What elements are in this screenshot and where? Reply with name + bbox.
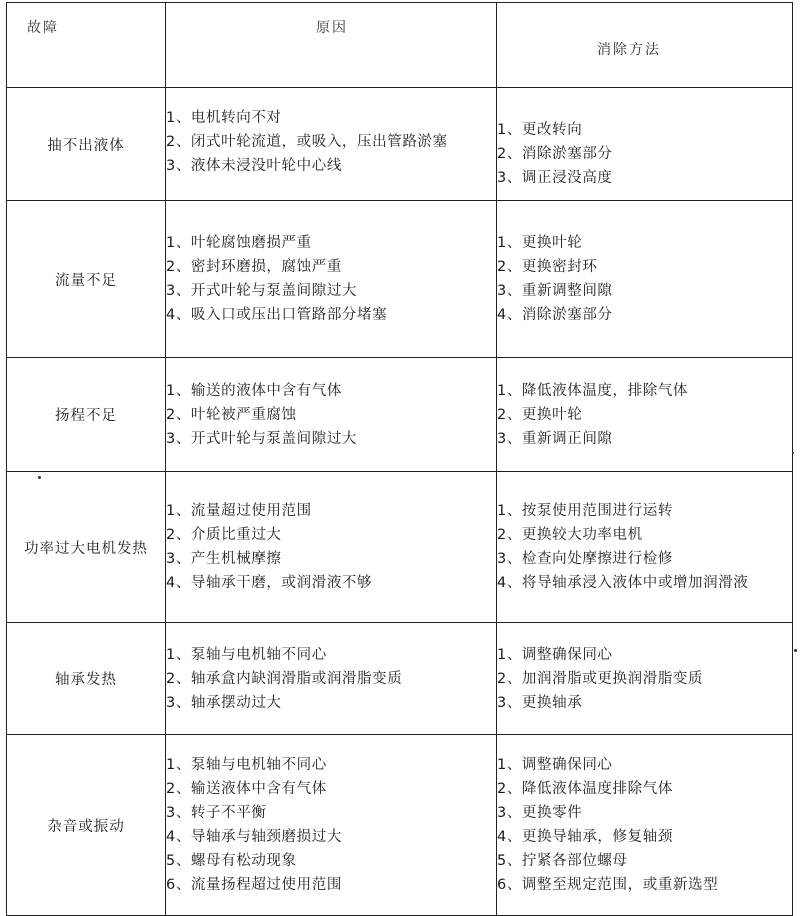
cause-item: 2、密封环磨损，腐蚀严重 (166, 259, 342, 275)
fault-cell: 轴承发热 (7, 623, 166, 735)
cause-item: 4、导轴承与轴颈磨损过大 (166, 829, 342, 845)
remedy-item: 2、更换密封环 (497, 259, 598, 275)
fault-cell: 扬程不足 (7, 358, 166, 472)
remedy-item: 5、拧紧各部位螺母 (497, 853, 628, 869)
cause-cell (166, 472, 497, 623)
cause-item: 1、电机转向不对 (166, 110, 282, 126)
table-row (7, 472, 793, 623)
table-row (7, 201, 793, 358)
cause-item: 1、叶轮腐蚀磨损严重 (166, 235, 312, 251)
cause-item: 2、输送液体中含有气体 (166, 781, 327, 797)
cause-item: 2、叶轮被严重腐蚀 (166, 406, 297, 423)
cause-cell (166, 358, 497, 472)
remedy-item: 1、更换叶轮 (497, 235, 583, 251)
remedy-item: 4、更换导轴承，修复轴颈 (497, 829, 673, 845)
table-row (7, 88, 793, 201)
header-cause: 原因 (166, 3, 497, 88)
remedy-cell (497, 88, 793, 201)
remedy-cell (497, 201, 793, 358)
cause-item: 1、流量超过使用范围 (166, 503, 312, 519)
fault-cell: 流量不足 (7, 201, 166, 358)
scan-speck (38, 476, 41, 479)
remedy-item: 3、更换轴承 (497, 694, 583, 711)
remedy-item: 2、更换较大功率电机 (497, 527, 643, 543)
fault-table (6, 2, 793, 916)
remedy-item: 3、更换零件 (497, 805, 583, 821)
remedy-item: 4、消除淤塞部分 (497, 307, 613, 323)
cause-item: 4、导轴承干磨，或润滑液不够 (166, 575, 373, 591)
fault-cell: 功率过大电机发热 (7, 472, 166, 623)
remedy-cell (497, 623, 793, 735)
cause-item: 1、输送的液体中含有气体 (166, 382, 342, 399)
cause-item: 2、轴承盒内缺润滑脂或润滑脂变质 (166, 670, 403, 687)
cause-item: 3、轴承摆动过大 (166, 694, 282, 711)
cause-cell (166, 201, 497, 358)
cause-item: 5、螺母有松动现象 (166, 853, 297, 869)
remedy-item: 1、更改转向 (497, 122, 583, 138)
remedy-item: 3、检查向处摩擦进行检修 (497, 551, 673, 567)
cause-cell (166, 735, 497, 916)
cause-cell (166, 623, 497, 735)
remedy-item: 2、更换叶轮 (497, 406, 583, 423)
remedy-item: 1、按泵使用范围进行运转 (497, 503, 673, 519)
remedy-item: 1、调整确保同心 (497, 757, 613, 773)
fault-cell: 杂音或振动 (7, 735, 166, 916)
remedy-item: 3、重新调正间隙 (497, 430, 613, 447)
remedy-item: 2、加润滑脂或更换润滑脂变质 (497, 670, 704, 687)
cause-item: 2、闭式叶轮流道，或吸入，压出管路淤塞 (166, 134, 448, 150)
cause-item: 3、产生机械摩擦 (166, 551, 282, 567)
remedy-item: 4、将导轴承浸入液体中或增加润滑液 (497, 575, 749, 591)
remedy-item: 2、消除淤塞部分 (497, 146, 613, 162)
cause-item: 6、流量扬程超过使用范围 (166, 877, 342, 893)
cause-item: 3、开式叶轮与泵盖间隙过大 (166, 430, 358, 447)
remedy-item: 1、调整确保同心 (497, 646, 613, 663)
remedy-item: 3、重新调整间隙 (497, 283, 613, 299)
cause-item: 1、泵轴与电机轴不同心 (166, 757, 327, 773)
cause-item: 3、开式叶轮与泵盖间隙过大 (166, 283, 358, 299)
remedy-item: 1、降低液体温度，排除气体 (497, 382, 689, 399)
header-remedy: 消除方法 (497, 3, 793, 88)
cause-item: 3、液体未浸没叶轮中心线 (166, 158, 342, 174)
scan-speck (794, 649, 797, 652)
table-row (7, 623, 793, 735)
cause-item: 1、泵轴与电机轴不同心 (166, 646, 327, 663)
scan-speck (792, 452, 794, 454)
fault-table-sheet (6, 2, 792, 893)
remedy-cell (497, 735, 793, 916)
fault-cell: 抽不出液体 (7, 88, 166, 201)
remedy-cell (497, 472, 793, 623)
remedy-item: 2、降低液体温度排除气体 (497, 781, 673, 797)
remedy-item: 3、调正浸没高度 (497, 170, 613, 186)
cause-item: 4、吸入口或压出口管路部分堵塞 (166, 307, 388, 323)
remedy-cell (497, 358, 793, 472)
remedy-item: 6、调整至规定范围，或重新选型 (497, 877, 719, 893)
cause-cell (166, 88, 497, 201)
table-row (7, 735, 793, 916)
table-row (7, 358, 793, 472)
cause-item: 2、介质比重过大 (166, 527, 282, 543)
cause-item: 3、转子不平衡 (166, 805, 267, 821)
header-fault: 故障 (7, 3, 166, 88)
header-row (7, 3, 793, 88)
